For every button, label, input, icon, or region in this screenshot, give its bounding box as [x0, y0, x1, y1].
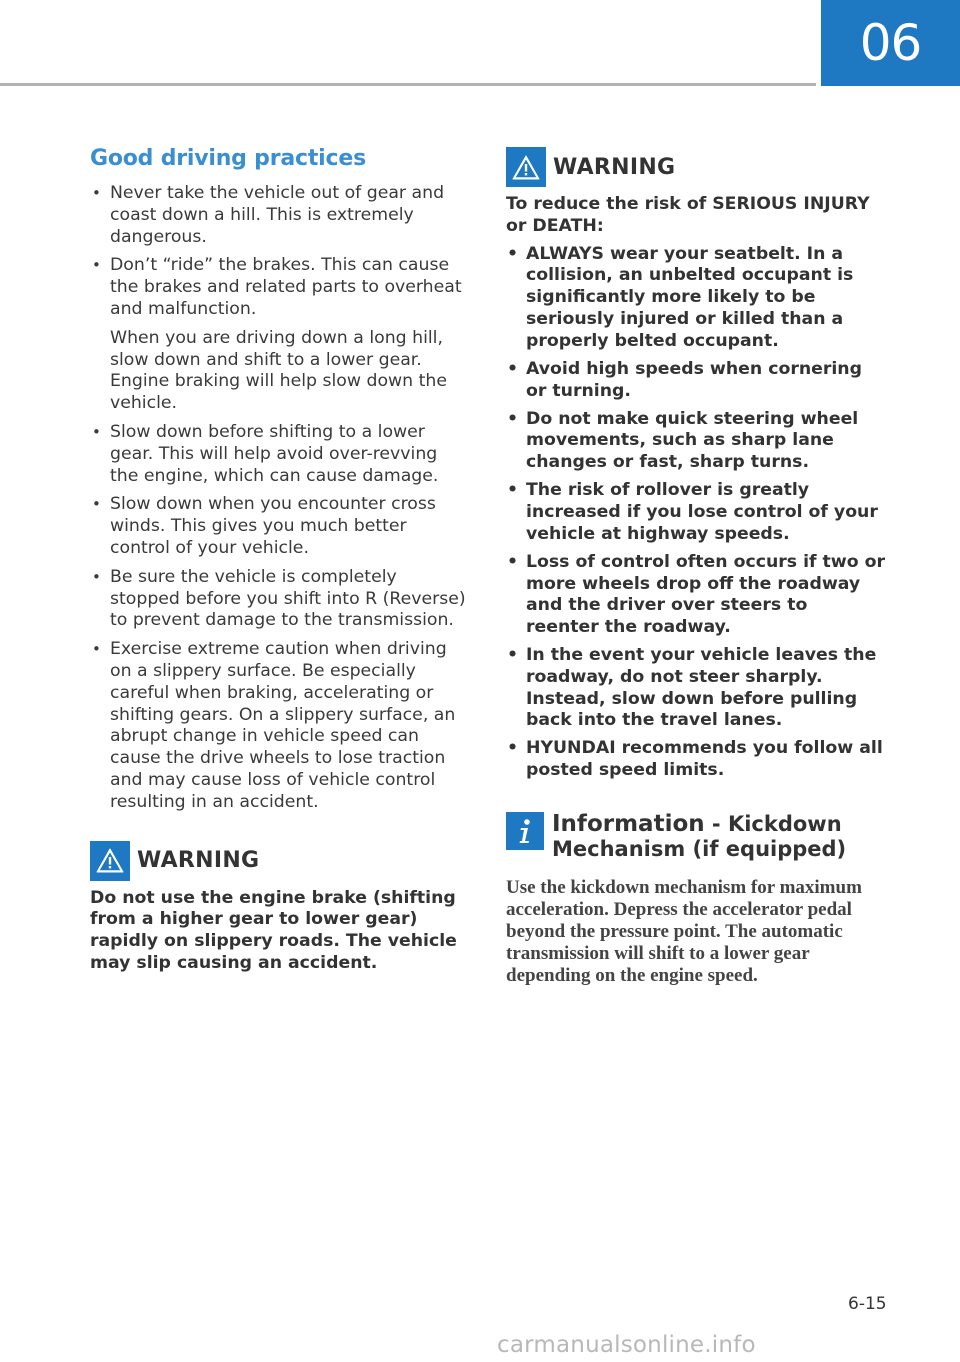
list-item: • Never take the vehicle out of gear and coast down a hill. This is extremely dangerous. [90, 183, 470, 248]
warning-header [90, 840, 470, 882]
info-label: Information [552, 811, 705, 838]
info-i-icon [506, 812, 544, 850]
info-title [552, 812, 886, 862]
warning-title: WARNING [137, 848, 260, 874]
info-subtitle: - Kickdown Mechanism (if equipped) [552, 812, 847, 862]
warning-text: Do not use the engine brake (shifting from a higher gear to lower gear) rapidly on slippery roads. The vehicle may slip causing an accident. [90, 887, 457, 973]
info-header [506, 812, 886, 862]
warning-header [506, 146, 886, 188]
warning-title: WARNING [553, 154, 676, 180]
engine-brake-warning [90, 840, 470, 975]
page-number: 6-15 [848, 1294, 887, 1314]
list-item: • Slow down before shifting to a lower gear. This will help avoid over-revving the engine, which can cause damage. [90, 422, 470, 487]
list-item: • Don’t “ride” the brakes. This can cause the brakes and related parts to overheat and malfunction. When you are driving down a long hill, slow down and shift to a lower gear. Engine braking will help slow down the vehicle. [90, 255, 470, 415]
chapter-number: 06 [859, 14, 922, 72]
info-text: Use the kickdown mechanism for maximum acceleration. Depress the accelerator pedal beyond the pressure point. The automatic transmission will shift to a lower gear depending on the engine speed. [506, 877, 862, 987]
list-item: • Loss of control often occurs if two or more wheels drop off the roadway and the driver over steers to reenter the roadway. [506, 552, 886, 639]
list-item: • ALWAYS wear your seatbelt. In a collision, an unbelted occupant is significantly more likely to be seriously injured or killed than a properly belted occupant. [506, 244, 886, 353]
left-column [90, 146, 470, 975]
list-item-continuation: When you are driving down a long hill, slow down and shift to a lower gear. Engine braking will help slow down the vehicle. [110, 327, 447, 414]
list-item: • In the event your vehicle leaves the roadway, do not steer sharply. Instead, slow down before pulling back into the travel lanes. [506, 645, 886, 732]
warning-triangle-icon [90, 841, 130, 881]
list-item: • The risk of rollover is greatly increased if you lose control of your vehicle at highway speeds. [506, 480, 886, 545]
list-item: • Exercise extreme caution when driving on a slippery surface. Be especially careful when braking, accelerating or shifting gears. On a slippery surface, an abrupt change in vehicle speed can cause the drive wheels to lose traction and may cause loss of vehicle control resulting in an accident. [90, 639, 470, 813]
right-column [506, 146, 886, 987]
list-item: • Do not make quick steering wheel movements, such as sharp lane changes or fast, sharp turns. [506, 409, 886, 474]
watermark: carmanualsonline.info [497, 1332, 756, 1358]
chapter-tab [821, 0, 960, 86]
warning-intro: To reduce the risk of SERIOUS INJURY or DEATH: [506, 194, 870, 236]
header-rule [0, 83, 816, 86]
section-title: Good driving practices [90, 146, 366, 171]
list-item: • HYUNDAI recommends you follow all posted speed limits. [506, 738, 886, 782]
list-item: • Be sure the vehicle is completely stopped before you shift into R (Reverse) to prevent damage to the transmission. [90, 567, 470, 632]
warning-triangle-icon [506, 147, 546, 187]
practices-list [90, 183, 470, 814]
warning-list [506, 244, 886, 782]
rollover-warning [506, 146, 886, 782]
list-item: • Slow down when you encounter cross winds. This gives you much better control of your vehicle. [90, 494, 470, 559]
list-item: • Avoid high speeds when cornering or turning. [506, 359, 886, 403]
